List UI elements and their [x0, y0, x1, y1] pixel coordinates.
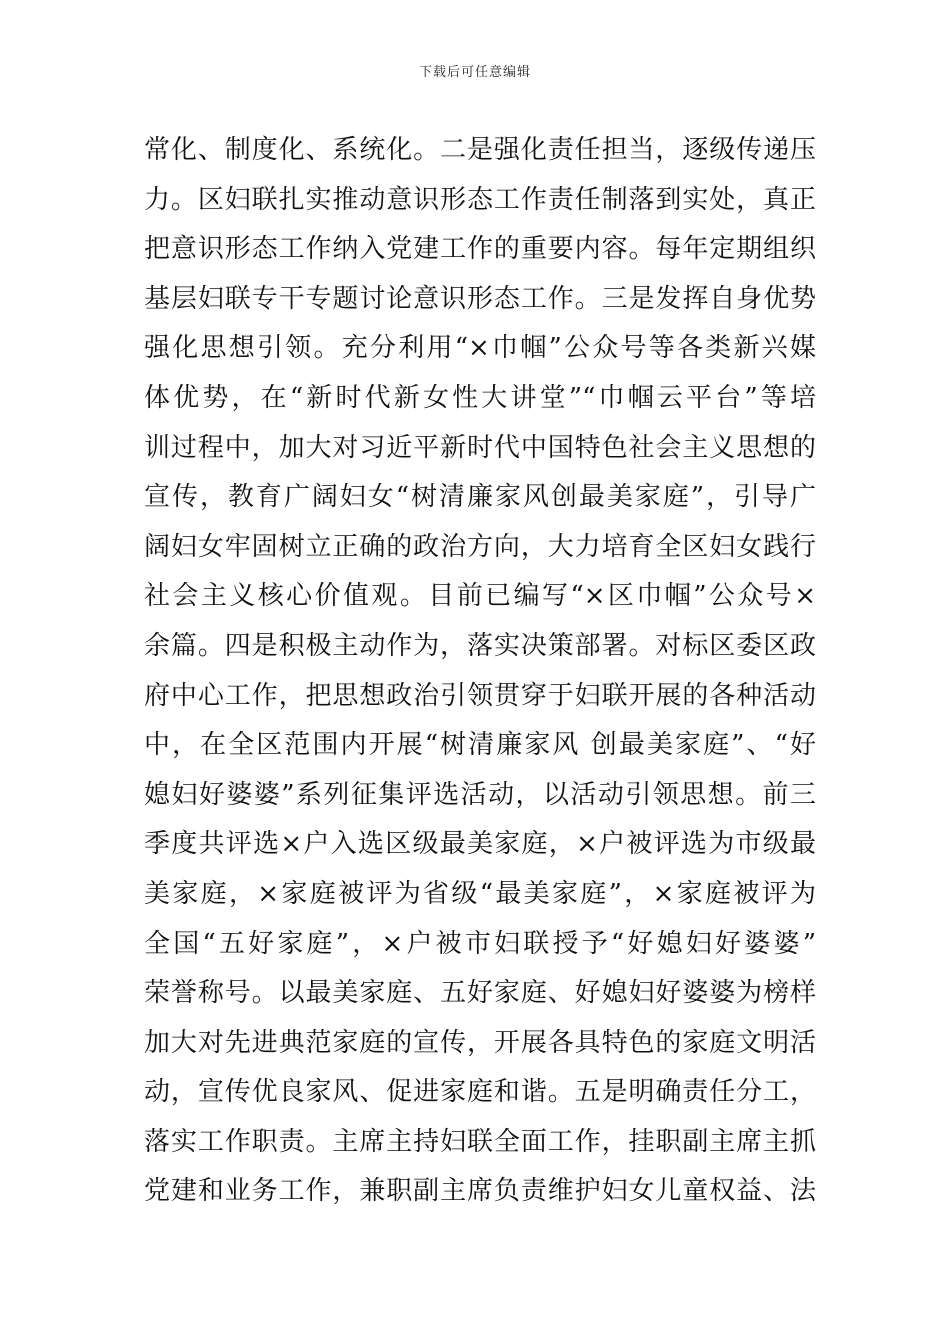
- body-text: [144, 126, 816, 1217]
- body-line: 基层妇联专干专题讨论意识形态工作。三是发挥自身优势: [144, 283, 816, 314]
- body-line: 宣传，教育广阔妇女“树清廉家风创最美家庭”，引导广: [144, 482, 816, 513]
- body-line: 府中心工作，把思想政治引领贯穿于妇联开展的各种活动: [144, 680, 816, 711]
- body-line: 社会主义核心价值观。目前已编写“×区巾帼”公众号×: [144, 581, 816, 612]
- body-line: 季度共评选×户入选区级最美家庭，×户被评选为市级最: [144, 829, 816, 860]
- body-line: 党建和业务工作，兼职副主席负责维护妇女儿童权益、法: [144, 1176, 816, 1207]
- body-line: 落实工作职责。主席主持妇联全面工作，挂职副主席主抓: [144, 1126, 816, 1157]
- body-line: 媳妇好婆婆”系列征集评选活动，以活动引领思想。前三: [144, 779, 816, 810]
- body-line: 强化思想引领。充分利用“×巾帼”公众号等各类新兴媒: [144, 333, 816, 364]
- body-line: 把意识形态工作纳入党建工作的重要内容。每年定期组织: [144, 234, 816, 265]
- page-header: 下载后可任意编辑: [418, 65, 531, 80]
- body-line: 常化、制度化、系统化。二是强化责任担当，逐级传递压: [144, 135, 816, 165]
- body-line: 中，在全区范围内开展“树清廉家风 创最美家庭”、“好: [144, 730, 816, 761]
- body-line: 力。区妇联扎实推动意识形态工作责任制落到实处，真正: [144, 184, 816, 215]
- body-line: 美家庭，×家庭被评为省级“最美家庭”，×家庭被评为: [144, 878, 816, 909]
- body-line: 动，宣传优良家风、促进家庭和谐。五是明确责任分工，: [144, 1077, 816, 1108]
- body-line: 阔妇女牢固树立正确的政治方向，大力培育全区妇女践行: [144, 531, 816, 562]
- body-line: 荣誉称号。以最美家庭、五好家庭、好媳妇好婆婆为榜样: [144, 978, 816, 1009]
- body-line: 全国“五好家庭”，×户被市妇联授予“好媳妇好婆婆”: [144, 928, 816, 959]
- body-line: 训过程中，加大对习近平新时代中国特色社会主义思想的: [144, 432, 816, 463]
- body-line: 余篇。四是积极主动作为，落实决策部署。对标区委区政: [144, 630, 816, 661]
- body-line: 加大对先进典范家庭的宣传，开展各具特色的家庭文明活: [144, 1027, 816, 1058]
- body-line: 体优势，在“新时代新女性大讲堂”“巾帼云平台”等培: [144, 382, 816, 413]
